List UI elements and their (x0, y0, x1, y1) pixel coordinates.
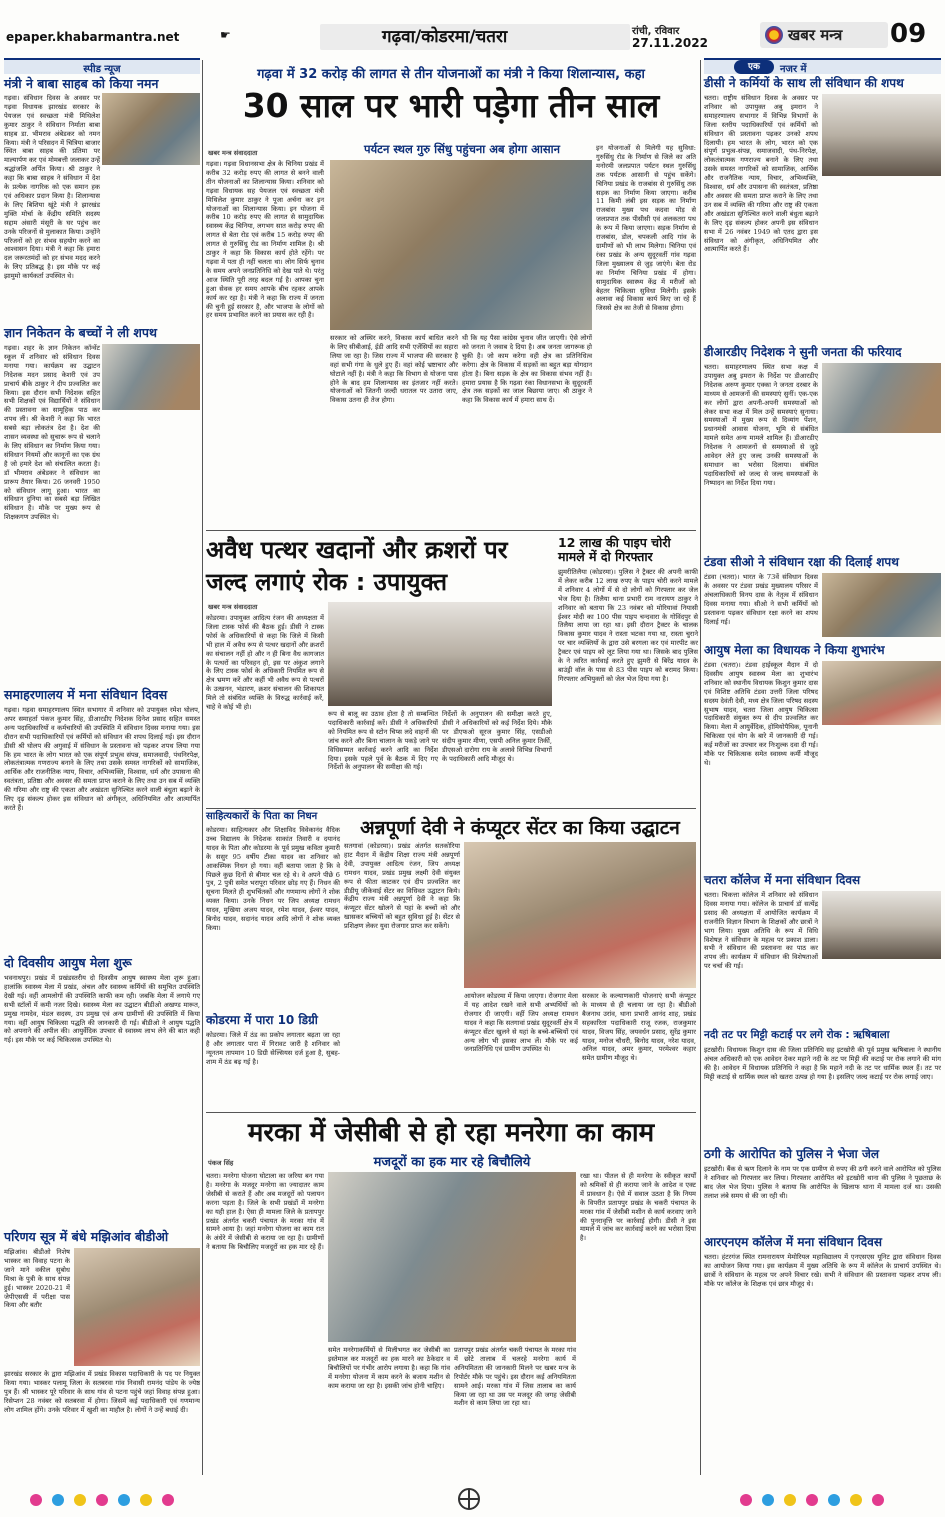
lead-story (206, 62, 696, 528)
story-body: इटखोरी। बैंक से ऋण दिलाने के नाम पर एक ग्रामीण से रुपए की ठगी करने वाले आरोपित को पुलिस ने शनिवार को गिरफ्तार कर लिया। गिरफ्तार आरोपित को इटखोरी थाना की पुलिस ने पूछताछ के बाद जेल भेज दिया। पुलिस ने बताया कि आरोपित के खिलाफ थाना में मामला दर्ज था। उसकी तलाश लंबे समय से की जा रही थी। (704, 1165, 941, 1200)
jcb-body-mid1: समेत मनरेगाकर्मियों से मिलीभगत कर जेसीबी का इस्तेमाल कर मजदूरों का हक मारने का ठेकेदार व बिचौलियों पर गंभीर आरोप लगाया है। कहा कि गांव में मनरेगा योजना में काम करने के बजाय मशीन से काम कराया जा रहा है। इसकी जांच होनी चाहिए। (328, 1346, 450, 1390)
lead-kicker: गढ़वा में 32 करोड़ की लागत से तीन योजनाओं का मंत्री ने किया शिलान्यास, कहा (257, 67, 645, 82)
footer-dot (762, 1494, 774, 1506)
jcb-story (206, 1116, 696, 1478)
footer-dot (740, 1494, 752, 1506)
section-title: गढ़वा/कोडरमा/चतरा (382, 27, 508, 47)
lead-body-mid1: सरकार को अस्थिर करने, विकास कार्य बाधित करने के लिए सीबीआई, ईडी आदि सभी एजेंसियों का सहारा लिया जा रहा है। जिस राज्य में भाजपा की सरकार है वहां सभी गंगा के धुले हुए हैं। वहां कोई भ्रष्टाचार और घोटाले नहीं है। मंत्री ने कहा कि विभाग से योजना पास होने के बाद हम शिलान्यास का इंतजार नहीं करते। योजनाओं को जितनी जल्दी धरातल पर उतारा जाए, विकास उतना ही तेज होगा। (330, 334, 458, 405)
degree-body: कोडरमा। जिले में ठंड का प्रकोप लगातार बढ़ता जा रहा है और लगातार पारा में गिरावट जारी है शनिवार को न्यूनतम तापमान 10 डिग्री सेल्सियस दर्ज हुआ है, सुबह-शाम में ठंड बढ़ गई है। (206, 1031, 340, 1066)
jcb-site-photo (328, 1172, 576, 1342)
computer-story (344, 812, 696, 1110)
footer-dot (74, 1494, 86, 1506)
story-body: चतरा। हंटरगंज स्थित रामनारायण मेमोरियल महाविद्यालय में एनएसएस यूनिट द्वारा संविधान दिवस का आयोजन किया गया। इस कार्यक्रम में मुख्य अतिथि के रूप में कॉलेज के प्राचार्य उपस्थित थे। छात्रों ने संविधान के महत्व पर अपने विचार रखे। सभी ने संविधान की प्रस्तावना पढ़कर शपथ ली। मौके पर कॉलेज के शिक्षक एवं छात्र मौजूद थे। (704, 1253, 941, 1288)
speed-news-label: स्पीड न्यूज (83, 64, 121, 75)
sahitya-headline: साहित्यकारों के पिता का निधन (206, 811, 318, 822)
footer-dot (872, 1494, 884, 1506)
school-photo (102, 344, 200, 410)
footer-dot (806, 1494, 818, 1506)
lead-body-mid2: थी कि यह पैसा कांग्रेस चुनाव जीत जाएगी। ऐसे लोगों को जनता ने जवाब दे दिया है। अब जनता जागरूक हो चुकी है। जो काम करेगा वही क्षेत्र का प्रतिनिधित्व करेगा। क्षेत्र के विकास में सड़कों का बहुत बड़ा योगदान होता है। बिना सड़क के क्षेत्र का विकास संभव नहीं है। हमारा प्रयास है कि गढ़वा रंका विधानसभा के सुदूरवर्ती क्षेत्र तक सड़कों का जाल बिछाया जाए। श्री ठाकुर ने कहा कि विकास कार्य में हमारा साथ दें। (462, 334, 592, 405)
meeting-photo (328, 602, 552, 706)
jcb-headline: मरका में जेसीबी से हो रहा मनरेगा का काम (247, 1118, 655, 1148)
byline: खबर मन्त्र संवाददाता (208, 149, 258, 157)
college-photo (822, 891, 941, 959)
footer-dot (96, 1494, 108, 1506)
computer-body-right: सरकार के कल्याणकारी योजनाएं सभी कंप्यूटर के माध्यम से ही चलाया जा रहा है। बीडीओ बैजनाथ उरांव, थाना प्रभारी आनंद शाह, प्रखंड सहकारिता पदाधिकारी राजू रजक, राजकुमार यादव, विजय सिंह, जयवर्धन प्रसाद, सुरेंद्र कुमार यादव, मनोज चौधरी, बिनोद यादव, नरेश यादव, अनिल यादव, अमर कुमार, परमेश्वर कहार समेत ग्रामीण मौजूद थे। (582, 992, 696, 1063)
footer-dot (784, 1494, 796, 1506)
jcb-subhead: मजदूरों का हक मार रहे बिचौलिये (373, 1155, 531, 1170)
story-body-top: मझिआंव। बीडीओ निशेष भास्कर का विवाह पटना के जाने माने वकील सुबोध मिश्रा के पुत्री के साथ संपन्न हुई। भास्कर 2020-21 में जेपीएससी में परीक्षा पास किया और बतौर (4, 1248, 70, 1310)
brand-emblem-icon (765, 26, 783, 44)
section-rule (206, 808, 696, 809)
right-column (704, 58, 941, 1478)
pipe-headline: 12 लाख की पाइप चोरी मामले में दो गिरफ्तार (558, 535, 671, 564)
story-headline: ज्ञान निकेतन के बच्चों ने ली शपथ (4, 325, 157, 340)
story-headline: ठगी के आरोपित को पुलिस ने भेजा जेल (704, 1147, 879, 1161)
story-body: झारखंड सरकार के द्वारा मझिआंव में प्रखंड विकास पदाधिकारी के पद पर नियुक्त किया गया। भास्कर पलामू जिला के सतबरवा गांव निवासी रामनंद पांडेय के ज्येष्ठ पुत्र हैं। श्री भास्कर पूरे परिवार के साथ गांव से पटना पहुंचे जहां विवाह संपन्न हुआ। रिसेप्शन 28 नवंबर को सतबरवा में होगा। जिसमें कई पदाधिकारी एवं गणमान्य लोग शामिल होंगे। उनके परिवार में खुशी का माहौल है। लोगों ने उन्हें बधाई दी। (4, 1370, 200, 1414)
story-headline: दो दिवसीय आयुष मेला शुरू (4, 955, 132, 970)
inauguration-photo (464, 842, 696, 988)
quarry-story (206, 534, 552, 806)
minister-photo (102, 93, 200, 165)
story-body: इटखोरी। विधायक किशुन दास की जिला प्रतिनिधि सह इटखोरी की पूर्व प्रमुख ऋषिबाला ने स्थानीय अंचल अधिकारी को एक आवेदन देकर महाने नदी के तट पर मिट्टी की कटाई पर रोक लगाने की मांग की है। आवेदन में विधायक प्रतिनिधि ने कहा है कि महाने नदी के तट पर धार्मिक स्थल हैं। तट पर मिट्टी कटाई से धार्मिक स्थल को खतरा उत्पन्न हो गया है। इसलिए जल्द कटाई पर रोक लगाई जाए। (704, 1046, 941, 1081)
quarry-body-right: निर्देशों के अनुपालन की समीक्षा करते हुए, डीसी ने अधिकारियों को कई निर्देश दिये। मौके पर डीएफओ सूरज कुमार सिंह, एसडीओ संदीप कुमार मीणा, एसपी अनिल कुमार तिर्की, डीएसओ दारोगा राय के अलावे विभिन्न विभागों के पदाधिकारी आदि मौजूद थे। (442, 710, 552, 763)
footer-dots-right (740, 1492, 910, 1508)
oath-photo (822, 94, 941, 176)
speed-news-kicker (4, 58, 200, 74)
footer-dot (162, 1494, 174, 1506)
city-day: रांची, रविवार (632, 26, 680, 37)
left-column (4, 58, 200, 1478)
ek-nazar-kicker (704, 58, 941, 74)
jcb-body-mid2: प्रतापपुर प्रखंड अंतर्गत चकरी पंचायत के मरका गांव में छोटे तालाब में चलरहे मनरेगा कार्य में अनियमितता की जानकारी मिलने पर खबर मन्त्र के रिपोर्टर मौके पर पहुंचे। इस दौरान कई अनियमितता सामने आई। मरका गांव में जिस तालाब का कार्य किया जा रहा था उस पर मजदूर की जगह जेसीबी मशीन से काम लिया जा रहा था। (454, 1346, 576, 1408)
story-headline: चतरा कॉलेज में मना संविधान दिवस (704, 873, 861, 887)
story-body: भवनाथपुर। प्रखंड में प्रखंडस्तरीय दो दिवसीय आयुष स्वास्थ्य मेला शुरू हुआ। हालांकि स्वास्थ्य मेला में प्रखंड, अंचल और स्वास्थ्य कर्मियों की समुचित उपस्थिति देखी गई। वहीं आमलोगों की उपस्थिति काफी कम रही। जबकि मेला में लगाये गए सभी स्टॉलों में कमी नजर दिखे। स्वास्थ्य मेला का उद्घाटन बीडीओ अखण्ड मारूत, प्रमुख नामदेव, मंडल सदस्य, उप प्रमुख एवं अन्य ग्रामीणों की उपस्थिति में किया गया। वहीं आयुष चिकित्सा पद्धति की जानकारी दी गई। बीडीओ ने आयुष पद्धति को अपनाने की अपील की। आयुर्वेदिक उपचार से स्वास्थ्य लाभ लेने की बात कही गई। इस मौके पर कई चिकित्सक उपस्थित थे। (4, 974, 200, 1045)
lead-body-left: गढ़वा। गढ़वा विधानसभा क्षेत्र के चिनिया प्रखंड में करीब 32 करोड़ रुपए की लागत से बनने वाली तीन योजनाओं का शिलान्यास किया। शनिवार को गढ़वा विधायक सह पेयजल एवं स्वच्छता मंत्री मिथिलेश कुमार ठाकुर ने पूजा अर्चना कर इन योजनाओं का शिलान्यास किया। इन योजना में करीब 10 करोड़ रुपए की लागत से सामुदायिक स्वास्थ्य केंद्र चिनिया, लगभग सात करोड़ रुपए की लागत से बेता रोड एवं करीब 15 करोड़ रुपए की लागत से गुरुसिंधु रोड का निर्माण शामिल है। श्री ठाकुर ने कहा कि विकास कार्य होते रहेंगे। पर गढ़वा में पता ही नहीं चलता था। लोग सिर्फ चुनाव के समय अपने जनप्रतिनिधि को देख पाते थे। परंतु आज स्थिति पूरी तरह बदल गई है। आपका चुना हुआ सेवक हर समय आपके बीच रहकर आपके कार्य कर रहा है। मंत्री ने कहा कि राज्य में जनता की चुनी हुई सरकार है, और भाजपा के लोगों को हर समय प्रभावित करने का प्रयास कर रही है। (206, 160, 324, 320)
byline: पंकज सिंह (208, 1159, 234, 1167)
footer-dot (30, 1494, 42, 1506)
story-headline: मंत्री ने बाबा साहब को किया नमन (4, 76, 159, 91)
story-body: गढ़वा। शहर के ज्ञान निकेतन कॉन्वेंट स्कूल में शनिवार को संविधान दिवस मनाया गया। कार्यक्रम का उद्घाटन निदेशक मदन प्रसाद केशरी एवं उप प्राचार्य बीके ठाकुर ने दीप प्रज्वलित कर किया। इस दौरान सभी निदेशक सहित सभी शिक्षकों एवं विद्यार्थियों ने संविधान की प्रस्तावना का सामूहिक पाठ कर शपथ ली। श्री केशरी ने कहा कि भारत सबसे बड़ा लोकतंत्र देश है। देश की शासन व्यवस्था को सुचारू रूप से चलाने के लिए संविधान का निर्माण किया गया। संविधान नियमों और कानूनों का एक ग्रंथ है जो हमारे देश को संचालित करता है। डॉ भीमराव अंबेडकर ने संविधान का प्रारूप तैयार किया। 26 जनवरी 1950 को संविधान लागू हुआ। भारत का संविधान दुनिया का सबसे बड़ा लिखित संविधान है। मौके पर मुख्य रूप से शिक्षकगण उपस्थित थे। (4, 344, 100, 522)
page-number: 09 (890, 19, 927, 49)
story-headline: नदी तट पर मिट्टी कटाई पर लगे रोक : ऋषिबाला (704, 1029, 890, 1041)
kicker-label: नजर में (780, 64, 807, 75)
story-body: चतरा। चिकत्ता कॉलेज में शनिवार को संविधान दिवस मनाया गया। कॉलेज के प्राचार्य डॉ सत्येंद्र प्रसाद की अध्यक्षता में आयोजित कार्यक्रम में राजनीति विज्ञान विभाग के शिक्षकों और छात्रों ने भाग लिया। मुख्य अतिथि के रूप में विधि विशेषज्ञ ने संविधान के महत्व पर प्रकाश डाला। सभी ने संविधान की प्रस्तावना का पाठ कर शपथ ली। कार्यक्रम में संविधान की विशेषताओं पर चर्चा की गई। (704, 891, 818, 971)
footer-dot (52, 1494, 64, 1506)
story-body: चतरा। राष्ट्रीय संविधान दिवस के अवसर पर शनिवार को उपायुक्त अबु इमरान ने समाहरणालय सभागार में विभिन्न विभागों के जिला स्तरीय पदाधिकारियों एवं कर्मियों को संविधान की प्रस्तावना पढ़कर उनको शपथ दिलायी। हम भारत के लोग, भारत को एक संपूर्ण प्रभुत्व-संपन्न, समाजवादी, पंथ-निरपेक्ष, लोकतंत्रात्मक गणराज्य बनाने के लिए तथा उसके समस्त नागरिकों को सामाजिक, आर्थिक और राजनैतिक न्याय, विचार, अभिव्यक्ति, विश्वास, धर्म और उपासना की स्वतंत्रता, प्रतिष्ठा और अवसर की समता प्राप्त कराने के लिए तथा उन सब में व्यक्ति की गरिमा और राष्ट्र की एकता और अखंडता सुनिश्चित करने वाली बंधुता बढ़ाने के लिए दृढ़ संकल्प होकर अपनी इस संविधान सभा में 26 नवंबर 1949 को एतद द्वारा इस संविधान को अंगीकृत, अधिनियमित और आत्मार्पित करते हैं। (704, 94, 818, 254)
story-headline: टंडवा सीओ ने संविधान रक्षा की दिलाई शपथ (704, 555, 899, 569)
column-rule (202, 60, 203, 1475)
story-headline: डीआरडीए निदेशक ने सुनी जनता की फरियाद (704, 345, 902, 359)
pipe-body: झुमरीतिलैया (कोडरमा)। पुलिस ने ट्रैक्टर की अपनी काफी में लेकर करीब 12 लाख रुपए के पाइप चोरी करने मामले में शनिवार 4 लोगों में से दो लोगों को गिरफ्तार कर जेल भेज दिया है। तिलैया थाना प्रभारी राम नारायण ठाकुर ने शनिवार को बताया कि 23 नवंबर को मोरियावां नियासी ईश्वर मोदी का 100 पीस पाइप चन्दवारा के गोविंदपुर से तिलैया लाया जा रहा था। इसी दौरान ट्रैक्टर के चालक विकास कुमार यादव ने रास्ता भटका गया था, रास्ता चुराने पर चार व्यक्तियों के द्वारा उसे बरगला कर एवं मारपीट कर ट्रैक्टर एवं पाइप को लूट लिया गया था। जिसके बाद पुलिस के ने त्वरित कार्रवाई करते हुए झुमरी से बिरेंद्र यादव के बाउंड्री वॉल के पास से 83 पीस पाइप को बरामद किया। गिरफ्तार अभियुक्तों को जेल भेज दिया गया है। (558, 568, 698, 683)
issue-date: 27.11.2022 (632, 36, 708, 50)
brand-name: खबर मन्त्र (788, 26, 843, 44)
story-body: टंडवा (चतरा)। टंडवा हाईस्कूल मैदान में दो दिवसीय आयुष स्वास्थ्य मेला का शुभारंभ शनिवार को स्थानीय विधायक किशुन कुमार दास एवं विशिष्ट अतिथि टंडवा उत्तरी जिला परिषद सदस्य देवंती देवी, मध्य क्षेत्र जिला परिषद सदस्य सुभाष यादव, चतरा जिला आयुष चिकित्सा पदाधिकारी संयुक्त रूप से दीप प्रज्वलित कर किया। मेला में आयुर्वेदिक, होमियोपैथिक, यूनानी चिकित्सा एवं योग के बारे में जानकारी दी गई। कई मरीजों का उपचार कर निःशुल्क दवा दी गई। मौके पर चिकित्सक समेत स्वास्थ्य कर्मी मौजूद थे। (704, 661, 818, 767)
byline: खबर मन्त्र संवाददाता (208, 603, 258, 611)
brand-logo (760, 22, 888, 48)
quarry-body-left: कोडरमा। उपायुक्त आदित्य रंजन की अध्यक्षता में जिला टास्क फोर्स की बैठक हुई। डीसी ने टास्क फोर्स के अधिकारियों से कहा कि जिले में किसी भी हाल में अवैध रूप से पत्थर खदानों और क्रशरों का संचालन नहीं हो और न ही बिना वैध कागजात के पत्थरों का परिवहन हो, इस पर अंकुश लगाने के लिए टास्क फोर्स के अधिकारी नियमित रूप से क्षेत्र भ्रमण करें और कहीं भी अवैध रूप से पत्थरों के उत्खनन, भंडारण, क्रशर संचालन की शिकायत मिले तो संबंधित व्यक्ति के विरुद्ध कार्रवाई करें, चाहे वे कोई भी हो। (206, 614, 324, 712)
degree-story (206, 1014, 340, 1110)
footer-dots-left (30, 1492, 200, 1508)
minister-speech-photo (330, 160, 592, 330)
footer-dot (118, 1494, 130, 1506)
tandwa-photo (822, 573, 941, 637)
kicker-tag: एक (734, 60, 774, 74)
computer-headline: अन्नपूर्णा देवी ने कंप्यूटर सेंटर का किया उद्घाटन (360, 817, 680, 839)
lead-headline: 30 साल पर भारी पड़ेगा तीन साल (242, 86, 660, 125)
lead-body-right: इन योजनाओं से मिलेगी यह सुविधा: गुरुसिंधु रोड के निर्माण से जिले का अति मनोरमी जलप्रपात पर्यटन स्थल गुरुसिंधु तक पर्यटक आसानी से पहुंच सकेंगे। चिनिया प्रखंड के राजबांस से गुरुसिंधु तक सड़क का निर्माण किया जाएगा। करीब 11 किमी लंबी इस सड़क का निर्माण राजबांस मुख्य पथ कदवा मोड़ से जलप्रपात तक पीसीसी एवं अलकतरा पथ के रूप में किया जाएगा। सड़क निर्माण से राजबांस, डोल, चपकली आदि गांव के ग्रामीणों को भी लाभ मिलेगा। चिनिया एवं रंका प्रखंड के अन्य सुदूरवर्ती गांव गढ़वा जिला मुख्यालय से जुड़ जाएंगे। बेता रोड का निर्माण चिनिया प्रखंड में होगा। सामुदायिक स्वास्थ्य केंद्र में मरीजों को बेहतर चिकित्सा सुविधा मिलेगी। इसके अलावा कई विकास कार्य किए जा रहे हैं जिससे क्षेत्र का तेजी से विकास होगा। (596, 144, 696, 313)
quarry-headline: अवैध पत्थर खदानों और क्रशरों पर जल्द लगाएं रोक : उपायुक्त (206, 536, 508, 596)
story-body: टंडवा (चतरा)। भारत के 73वें संविधान दिवस के अवसर पर टंडवा प्रखंड मुख्यालय परिसर में अंचलाधिकारी विनय दास के नेतृत्व में संविधान दिवस मनाया गया। सीओ ने सभी कर्मियों को प्रस्तावना पढ़कर संविधान रक्षा करने का शपथ दिलाई गई। (704, 573, 818, 626)
footer-dot (850, 1494, 862, 1506)
story-headline: आरएनएम कॉलेज में मना संविधान दिवस (704, 1235, 882, 1249)
computer-body-mid: आयोजन कोडरमा में किया जाएगा। रोजगार मेला में यह आदेश रखने वाले सभी अभ्यर्थियों को रोजगार दी जाएगी। वहीं जिप अध्यक्ष रामधन यादव ने कहा कि सतगावां प्रखंड सुदूरवर्ती क्षेत्र में कंप्यूटर सेंटर खुलने से यहां के बच्चे-बच्चियों एवं अन्य लोग भी इसका लाभ लें। मौके पर कई जनप्रतिनिधि एवं ग्रामीण उपस्थित थे। (464, 992, 578, 1054)
column-rule (700, 60, 701, 1475)
section-rule (206, 530, 696, 531)
ayush-mela-photo (822, 661, 941, 725)
pointer-icon: ☛ (220, 28, 231, 42)
jcb-body-right: रखा था। पीतल से ही मनरेगा के स्वीकृत कार्यों को श्रमिकों से ही कराया जाने के आदेश व एक्ट में प्रावधान है। ऐसे में सवाल उठता है कि नियम के विपरीत प्रतापपुर प्रखंड के चकरी पंचायत के मरका गांव में जेसीबी मशीन से कार्य करवाए जाने की पुनरावृत्ति पर कार्रवाई होगी। डीसी ने इस मामले में जांच कर कार्रवाई करने का भरोसा दिया है। (580, 1172, 696, 1243)
story-body: चतरा। समाहरणालय स्थित सभा कक्ष में उपायुक्त अबु इमरान के निर्देश पर डीआरडीए निदेशक अरुण कुमार एक्का ने जनता दरबार के माध्यम से आमजनों की समस्याएं सुनीं। एक-एक कर लोगों द्वारा अपनी-अपनी समस्याओं को लेकर सभा कक्ष में मिल उन्हें समस्याएं सुनाया। समस्याओं में मुख्य रूप से दिव्यांग पेंशन, प्रधानमंत्री आवास योजना, भूमि से संबंधित मामले समेत अन्य मामले शामिल हैं। डीआरडीए निदेशक ने आमजनों से समस्याओं से जुड़े आवेदन लेते हुए जल्द उनकी समस्याओं के समाधान का भरोसा दिलाया। संबंधित पदाधिकारियों को जल्द से जल्द समस्याओं के निष्पादन का निर्देश दिया गया। (704, 363, 818, 487)
janata-darbar-photo (822, 363, 941, 433)
wedding-photo (74, 1248, 200, 1366)
computer-body-left: सतगावां (कोडरमा)। प्रखंड अंतर्गत सतकोरिया हाट मैदान में केंद्रीय शिक्षा राज्य मंत्री अन्नपूर्णा देवी, उपायुक्त आदित्य रंजन, जिप अध्यक्ष रामधन यादव, प्रखंड प्रमुख लक्ष्मी देवी संयुक्त रूप से फीता काटकर एवं दीप प्रज्वलित कर डीडीयू जीकेवाई सेंटर का विधिवत उद्घाटन किये। केंद्रीय राज्य मंत्री अन्नपूर्णा देवी ने कहा कि कंप्यूटर सेंटर खोलने से यहां के बच्चों को और खासकर बच्चियों को बहुत सुविधा हुई है। सेंटर से प्रशिक्षण लेकर युवा रोजगार प्राप्त कर सकेंगे। (344, 842, 460, 931)
section-rule (206, 1112, 696, 1113)
story-headline: डीसी ने कर्मियों के साथ ली संविधान की शपथ (704, 76, 904, 90)
footer-bar (0, 1486, 945, 1514)
story-body: गढ़वा। संविधान दिवस के अवसर पर गढ़वा विधायक झारखंड सरकार के पेयजल एवं स्वच्छता मंत्री मिथिलेश कुमार ठाकुर ने संविधान निर्माता बाबा साहब डा. भीमराव अंबेडकर को नमन किया। मंत्री ने परिसदन में चित्रिया बाजार स्थित बाबा साहब की प्रतिमा पर माल्यार्पण कर एवं मोमबत्ती जलाकर उन्हें श्रद्धांजलि अर्पित किया। श्री ठाकुर ने कहा कि बाबा साहब ने संविधान में देश के प्रत्येक नागरिक को एक समान हक एवं अधिकार प्रदान किया है। शिलान्यास के लिए बिशिया खूंटे मंत्री ने झारखंड मुक्ति मोर्चा के केंद्रीय समिति सदस्य सद्दाम अंसारी मंसूरी के घर पहुंच कर उनके परिजनों से मुलाकात किया। उन्होंने परिजनों को हर संभव सहयोग करने का आश्वासन दिया। मंत्री ने कहा कि हमारा दल जरूरतमंदों को हर संभव मदद करने के लिए प्रतिबद्ध है। इस मौके पर कई झामुमो कार्यकर्ता उपस्थित थे। (4, 94, 100, 281)
footer-dot (140, 1494, 152, 1506)
footer-dot (828, 1494, 840, 1506)
site-url[interactable]: epaper.khabarmantra.net (6, 30, 180, 44)
pipe-story (558, 536, 698, 806)
quarry-body-mid: रूप से बालू का उठाव होता है तो सम्बन्धित पदाधिकारी कार्रवाई करें। डीसी ने अधिकारियों को नियमित रूप से स्टोन चिप्स लदे वाहनों की जांच करने और बिना चालान के पकड़े जाने पर विधिसम्मत कार्रवाई करने आदि का निर्देश दिया। इसके पहले पूर्व के बैठक में दिए गए निर्देशों के अनुपालन की समीक्षा की गई। (328, 710, 438, 772)
story-body: गढ़वा। गढ़वा समाहरणालय स्थित सभागार में शनिवार को उपायुक्त रमेश घोलप, अपर समाहर्ता पंकज कुमार सिंह, डीआरडीए निदेशक दिनेश प्रसाद सहित समस्त अन्य पदाधिकारियों व कर्मचारियों की उपस्थिति में संविधान दिवस मनाया गया। इस दौरान सभी पदाधिकारियों एवं कर्मियों को संविधान की शपथ दिलाई गई। इस दौरान डीसी श्री घोलप की अगुवाई में संविधान के प्रस्तावना को पढ़कर शपथ लिया गया कि हम भारत के लोग भारत को एक संपूर्ण प्रभुत्व संपन्न, समाजवादी, पंथनिरपेक्ष, लोकतंत्रात्मक गणराज्य बनाने के लिए तथा उसके समस्त नागरिकों को सामाजिक, आर्थिक और राजनीतिक न्याय, विचार, अभिव्यक्ति, विश्वास, धर्म और उपासना की स्वतंत्रता, प्रतिष्ठा और अवसर की समता प्राप्त कराने के लिए तथा उन सब में व्यक्ति की गरिमा और राष्ट्र की एकता और अखंडता सुनिश्चित करने वाली बंधुता बढ़ाने के लिए दृढ़ संकल्प होकर इस संविधान को अंगीकृत, अधिनियमित और आत्मार्पित करते हैं। (4, 706, 200, 812)
crosshair-icon (458, 1488, 480, 1510)
sahitya-body: कोडरमा। साहित्यकार और शिक्षाविद विवेकानंद वैदिक उच्च विद्यालय के निदेशक साकांत तिवारी व दयानंद यादव के पिता और कोडरमा के पूर्व प्रमुख कविता कुमारी के ससुर 95 वर्षीय टीका यादव का शनिवार को आकस्मिक निधन हो गया। वहीं बताया जाता है कि वे पिछले कुछ दिनों से बीमार चल रहे थे। वे अपने पीछे 6 पुत्र, 2 पुत्री समेत भरापूरा परिवार छोड़ गए हैं। निधन की सूचना मिलते ही शुभचिंतकों और गणमान्य लोगों ने शोक व्यक्त किया। उनके निधन पर जिप अध्यक्ष रामधन यादव, मुखिया अजय यादव, रमेश यादव, ईश्वर यादव, बिनोद यादव, सदानंद यादव आदि लोगों ने शोक व्यक्त किया। (206, 826, 340, 932)
story-headline: आयुष मेला का विधायक ने किया शुभारंभ (704, 643, 885, 657)
story-headline: समाहरणालय में मना संविधान दिवस (4, 687, 168, 702)
crosshair-v (468, 1490, 470, 1508)
lead-subhead: पर्यटन स्थल गुरु सिंधु पहुंचना अब होगा आसान (363, 142, 561, 156)
jcb-body-left: चतरा। मनरेगा योजना घोटाला का जरिया बन गया है। मनरेगा के मजदूर मनरेगा का ज्यादातर काम जेसीबी से कराते हैं और अब मजदूरों को पलायन करना पड़ता है। जिले के सभी प्रखंडों में मनरेगा का यही हाल है। ऐसा ही मामला जिले के प्रतापपुर प्रखंड अंतर्गत चकरी पंचायत के मरका गांव में सामने आया है। जहां मनरेगा योजना का काम रात के अंधेरे में जेसीबी से कराया जा रहा है। ग्रामीणों ने बताया कि बिचौलिए मजदूरों का हक मार रहे हैं। (206, 1172, 324, 1252)
story-headline: परिणय सूत्र में बंधे मझिआंव बीडीओ (4, 1229, 169, 1244)
degree-headline: कोडरमा में पारा 10 डिग्री (206, 1013, 318, 1027)
masthead (0, 0, 945, 66)
sahitya-story (206, 812, 340, 1012)
